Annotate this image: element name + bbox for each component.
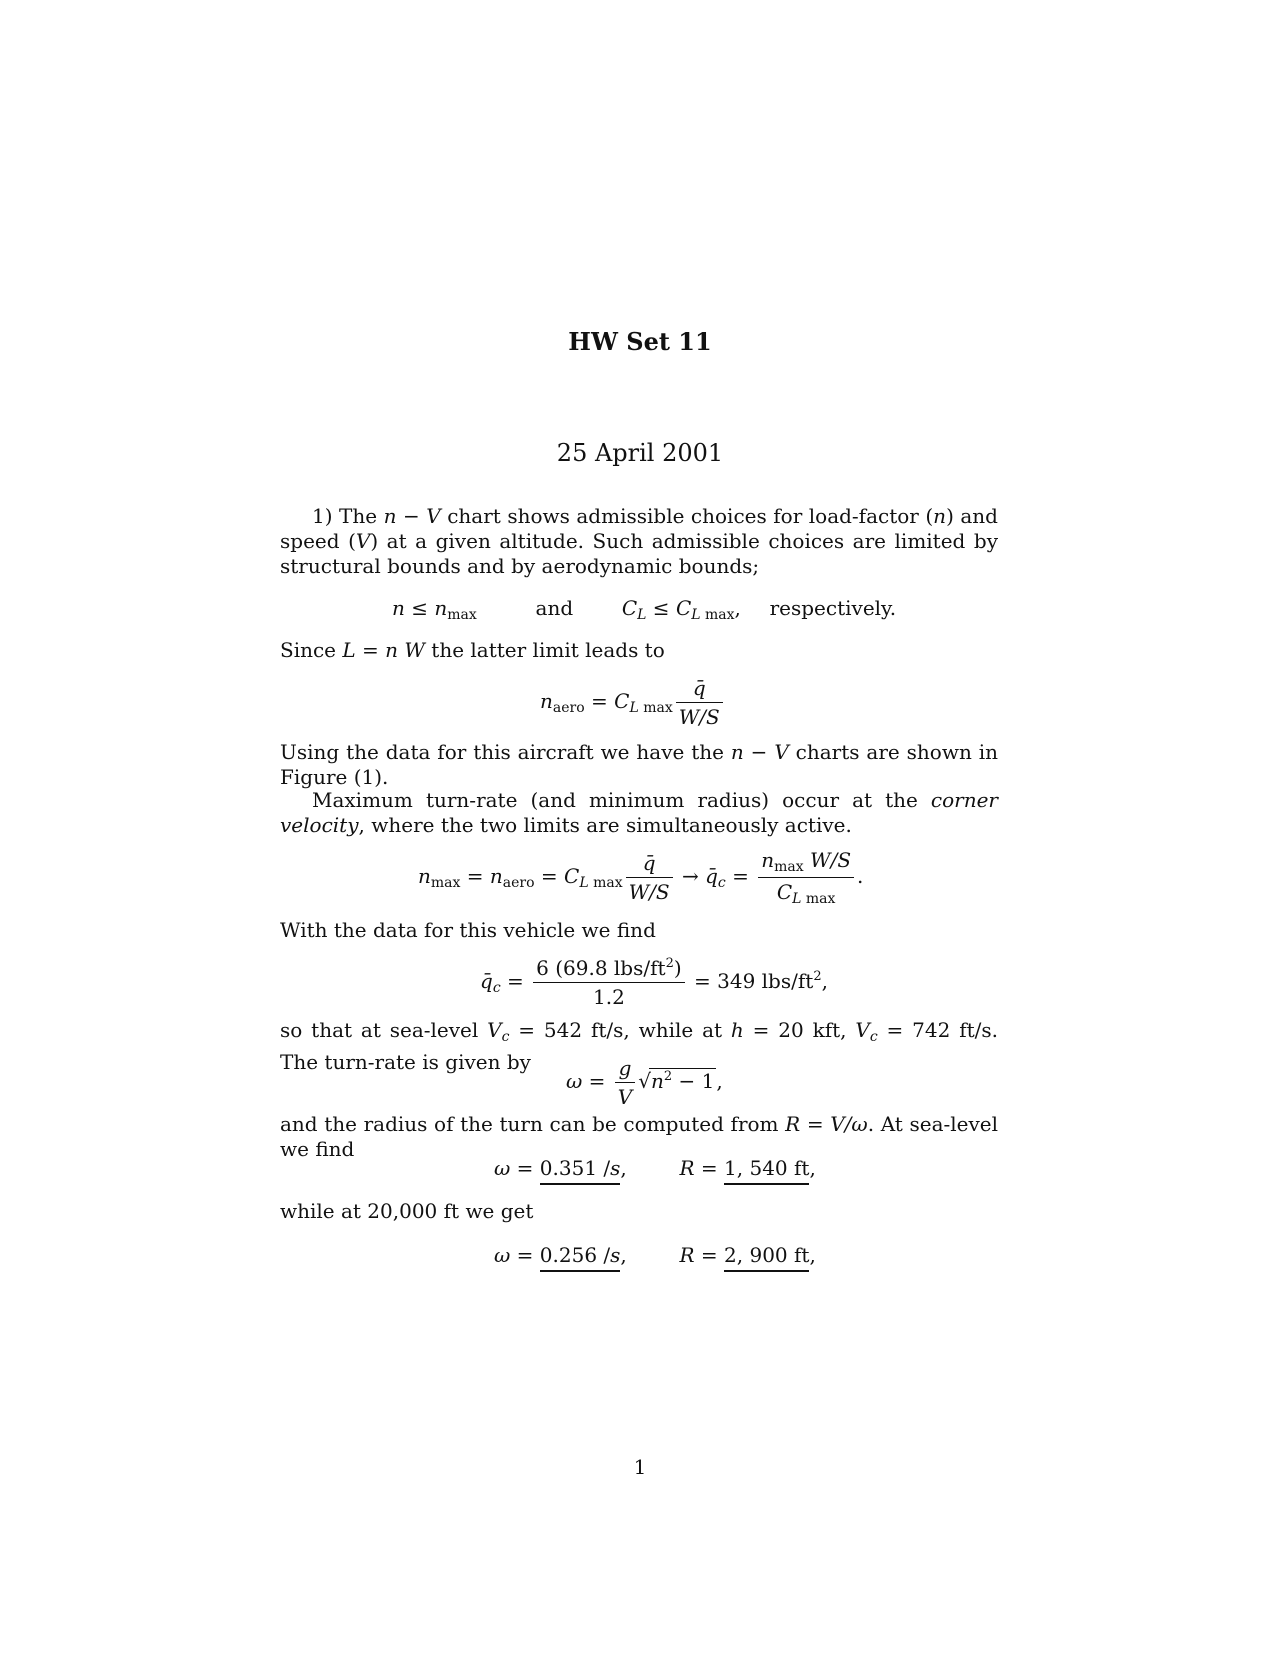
sea-level-omega: 0.351 /s <box>540 1156 621 1185</box>
equation-n-aero: $n_{aero} = C_{L max}$ $\frac{q̄}{W/S}$ <box>540 676 726 729</box>
equation-20k-results: ω = 0.256 /s, R = 2, 900 ft, <box>494 1243 816 1267</box>
paragraph-since: Since L = n W the latter limit leads to <box>280 638 665 662</box>
paragraph-nv-chart: 1) The n − V chart shows admissible choices for load-factor (n) and speed (V) at a given altitude. Such admissible choices are limited by structural bounds and by aerodynamic bounds; <box>280 504 998 578</box>
equation-sea-level-results: ω = 0.351 /s, R = 1, 540 ft, <box>494 1156 816 1180</box>
paragraph-20000ft: while at 20,000 ft we get <box>280 1199 534 1223</box>
sea-level-radius: 1, 540 ft <box>724 1156 809 1185</box>
document-date: 25 April 2001 <box>556 439 724 467</box>
paragraph-with-data: With the data for this vehicle we find <box>280 918 656 942</box>
equation-turn-rate: ω = $\frac{g}{V}$ $√n^2 - 1$ , <box>566 1056 723 1109</box>
paragraph-radius: and the radius of the turn can be computed from R = V/ω. At sea-level we find <box>280 1112 999 1161</box>
altitude-omega: 0.256 /s <box>540 1243 621 1272</box>
equation-bounds: $n \le n_{max}$ and $C_L \le C_{L max}$, respectively. <box>392 596 897 623</box>
equation-qc-value: $q̄_c$ = $\frac{6 (69.8 lbs/ft^2)}{1.2}$ = 349 lbs/$ft^2$, <box>480 956 828 1009</box>
page-number: 1 <box>633 1455 647 1479</box>
equation-corner-condition: $n_{max} = n_{aero} = C_{L max}$ $\frac{q̄}{W/S}$ → $q̄_c$ = $\frac{n_{max} W/S}{C_{L max}}$ . <box>418 848 864 907</box>
and-label: and <box>535 596 574 620</box>
altitude-radius: 2, 900 ft <box>724 1243 809 1272</box>
paragraph-corner-velocity: Maximum turn-rate (and minimum radius) occur at the corner velocity, where the two limits are simultaneously active. <box>280 788 998 837</box>
document-title: HW Set 11 <box>568 327 712 356</box>
paragraph-sea-level-speed: so that at sea-level $V_c = 542$ ft/s, while at h = 20 kft, $V_c = 742$ ft/s. The turn-rate is given by <box>280 1018 998 1074</box>
paragraph-using-data: Using the data for this aircraft we have the n − V charts are shown in Figure (1). <box>280 740 998 789</box>
respectively-label: respectively. <box>769 596 897 620</box>
